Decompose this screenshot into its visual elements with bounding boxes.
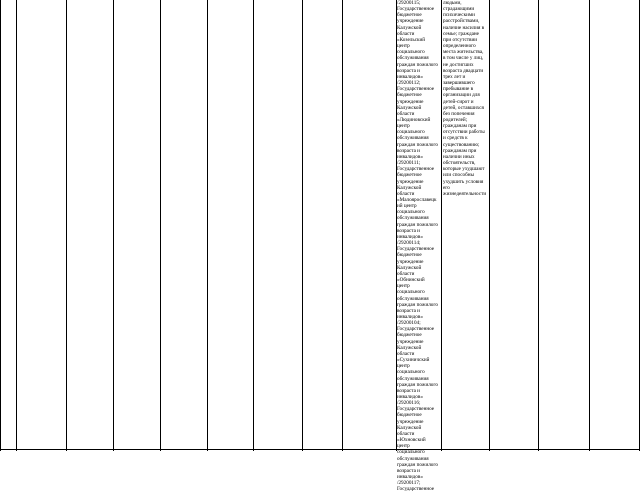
text-line: социального xyxy=(397,289,425,296)
text-line: Калужской xyxy=(397,104,422,111)
text-line: Государственное xyxy=(397,6,435,13)
text-line: Калужской xyxy=(397,264,422,271)
text-line: завершившего xyxy=(443,80,475,87)
text-line: /29200114; xyxy=(397,240,421,247)
text-line: инвалидов» xyxy=(397,474,423,481)
text-line: бюджетное xyxy=(397,412,422,419)
text-line: обслуживания xyxy=(397,215,429,222)
text-line: центр xyxy=(397,443,410,450)
text-line: граждан пожилого xyxy=(397,141,438,148)
text-line: возраста и xyxy=(397,387,420,394)
text-line: возраста и xyxy=(397,67,420,74)
text-line: Государственное xyxy=(397,86,435,93)
column-border xyxy=(538,0,539,451)
text-line: Калужской xyxy=(397,344,422,351)
text-line: области xyxy=(397,430,415,437)
text-line: гражданам при xyxy=(443,147,477,154)
text-line: /29200111; xyxy=(397,160,421,167)
text-line: граждан пожилого xyxy=(397,381,438,388)
text-line: социального xyxy=(397,209,425,216)
text-line: социального xyxy=(397,49,425,56)
text-line: ий центр xyxy=(397,203,417,210)
text-line: без попечения xyxy=(443,110,475,117)
text-line: /29200117; xyxy=(397,480,421,487)
text-line: области xyxy=(397,30,415,37)
text-line: существованию; xyxy=(443,141,480,148)
text-line: или способны xyxy=(443,172,475,179)
column-border xyxy=(253,0,254,451)
text-line: страдающими xyxy=(443,6,475,13)
text-line: обслуживания xyxy=(397,55,429,62)
text-line: /29200116; xyxy=(397,400,421,407)
text-line: учреждение xyxy=(397,418,424,425)
text-line: возраста и xyxy=(397,307,420,314)
text-line: области xyxy=(397,270,415,277)
text-line: инвалидов» xyxy=(397,313,423,320)
text-line: инвалидов» xyxy=(397,233,423,240)
text-line: «Юхновский xyxy=(397,437,426,444)
text-line: гражданам при xyxy=(443,123,477,130)
text-line: и средств к xyxy=(443,135,468,142)
text-line: которые ухудшают xyxy=(443,166,485,173)
text-line: Калужской xyxy=(397,424,422,431)
column-border xyxy=(489,0,490,451)
text-line: учреждение xyxy=(397,258,424,265)
column-border xyxy=(16,0,17,451)
text-line: Калужской xyxy=(397,184,422,191)
row-border xyxy=(0,449,640,450)
text-line: обслуживания xyxy=(397,295,429,302)
text-line: граждан пожилого xyxy=(397,221,438,228)
text-line: наличии иных xyxy=(443,153,475,160)
column-border xyxy=(113,0,114,451)
text-line: определенного xyxy=(443,43,476,50)
text-line: «Козельский xyxy=(397,36,426,43)
text-line: «Обнинский xyxy=(397,277,425,284)
text-line: психическими xyxy=(443,12,475,19)
text-line: организации для xyxy=(443,92,480,99)
text-line: родителей; xyxy=(443,116,468,123)
text-line: области xyxy=(397,110,415,117)
text-line: пребывание в xyxy=(443,86,474,93)
text-line: /29200112; xyxy=(397,80,421,87)
text-line: при отсутствии xyxy=(443,36,478,43)
text-line: бюджетное xyxy=(397,252,422,259)
text-line: /29200104; xyxy=(397,320,421,327)
text-line: граждан пожилого xyxy=(397,61,438,68)
text-line: места жительства, xyxy=(443,49,484,56)
text-line: возраста и xyxy=(397,467,420,474)
text-line: «Малоярославецк xyxy=(397,197,437,203)
text-line: обслуживания xyxy=(397,375,429,382)
text-line: людьми, xyxy=(443,0,462,6)
text-line: наличие насилия в xyxy=(443,24,485,31)
text-line: бюджетное xyxy=(397,332,422,339)
text-line: инвалидов» xyxy=(397,394,423,400)
column-border xyxy=(160,0,161,451)
text-line: /29200115; xyxy=(397,0,421,6)
text-line: его xyxy=(443,184,450,191)
text-line: возраста и xyxy=(397,147,420,154)
text-line: граждан пожилого xyxy=(397,301,438,308)
text-line: обстоятельств, xyxy=(443,160,476,167)
text-line: центр xyxy=(397,283,410,290)
column-border xyxy=(207,0,208,451)
text-line: семье; граждане xyxy=(443,30,479,37)
column-border xyxy=(302,0,303,451)
column-border xyxy=(441,0,442,451)
text-line: области xyxy=(397,350,415,357)
text-line: бюджетное xyxy=(397,12,422,19)
column-border xyxy=(66,0,67,451)
text-line: жизнедеятельности xyxy=(443,190,487,197)
text-line: детей, оставшихся xyxy=(443,104,484,111)
text-line: «Людиновский xyxy=(397,116,431,123)
text-line: обслуживания xyxy=(397,135,429,142)
text-line: бюджетное xyxy=(397,172,422,179)
text-line: центр xyxy=(397,43,410,50)
text-line: ухудшить условия xyxy=(443,178,484,185)
text-line: трех лет и xyxy=(443,73,466,80)
text-line: социального xyxy=(397,449,425,456)
text-line: Государственное xyxy=(397,326,435,333)
text-line: в том числе у лиц, xyxy=(443,55,484,62)
table-cell-conditions xyxy=(443,0,487,197)
text-line: Государственное xyxy=(397,406,435,413)
table-cell-institutions xyxy=(397,0,438,493)
text-line: расстройствами, xyxy=(443,18,480,25)
text-line: возраста и xyxy=(397,227,420,234)
text-line: Государственное xyxy=(397,166,435,173)
text-line: обслуживания xyxy=(397,455,429,462)
text-line: граждан пожилого xyxy=(397,461,438,468)
column-border xyxy=(0,0,1,451)
text-line: возраста двадцати xyxy=(443,67,484,74)
text-line: центр xyxy=(397,363,410,370)
text-line: учреждение xyxy=(397,338,424,345)
text-line: не достигших xyxy=(443,61,474,68)
text-line: социального xyxy=(397,369,425,376)
text-line: области xyxy=(397,190,415,197)
text-line: инвалидов» xyxy=(397,153,423,160)
text-line: учреждение xyxy=(397,18,424,25)
text-line: детей-сирот и xyxy=(443,98,474,105)
column-border xyxy=(589,0,590,451)
text-line: Государственное xyxy=(397,486,435,493)
text-line: бюджетное xyxy=(397,92,422,99)
text-line: социального xyxy=(397,129,425,136)
text-line: отсутствии работы xyxy=(443,129,485,136)
text-line: учреждение xyxy=(397,178,424,185)
text-line: учреждение xyxy=(397,98,424,105)
text-line: инвалидов» xyxy=(397,73,423,80)
text-line: «Сухиничский xyxy=(397,357,430,364)
column-border xyxy=(342,0,343,451)
text-line: центр xyxy=(397,123,410,130)
text-line: Государственное xyxy=(397,246,435,253)
text-line: Калужской xyxy=(397,24,422,31)
